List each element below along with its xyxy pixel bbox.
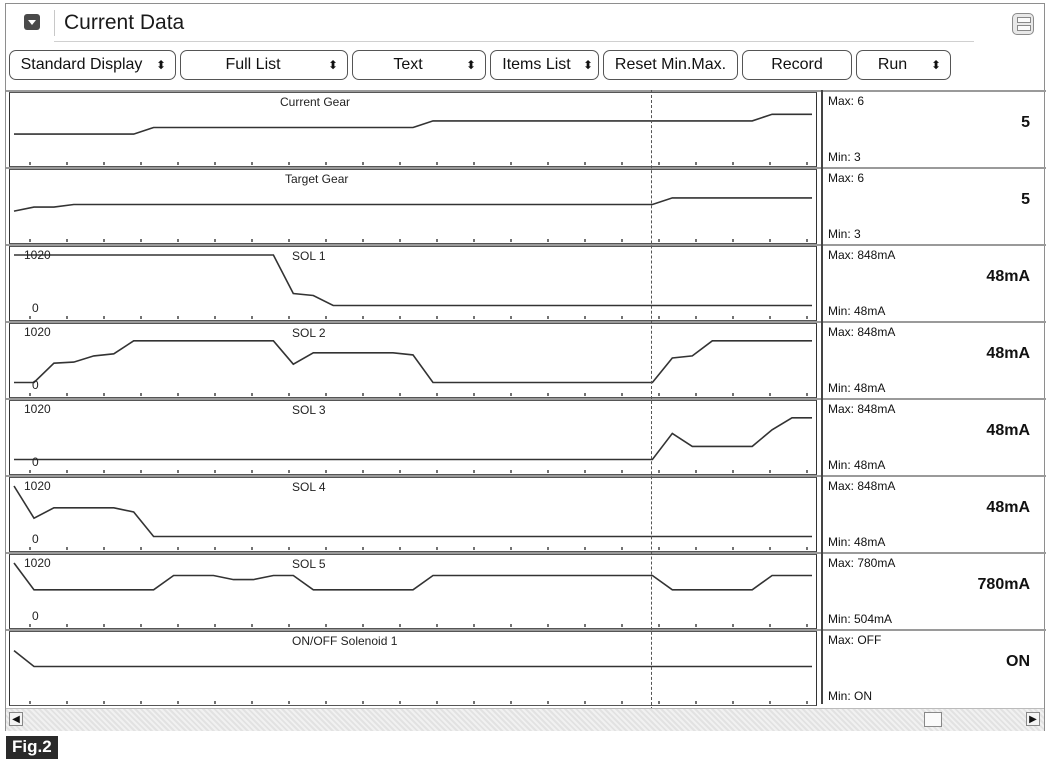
updown-arrow-icon: ⬍ bbox=[155, 58, 167, 72]
graph-info bbox=[821, 477, 1046, 552]
graph-panels bbox=[6, 90, 1046, 704]
graph-svg bbox=[10, 247, 818, 322]
max-value: Max: 848mA bbox=[828, 402, 896, 416]
current-value: ON bbox=[1006, 653, 1030, 670]
title-bar bbox=[6, 4, 1044, 42]
reset-minmax-label: Reset Min.Max. bbox=[614, 56, 727, 73]
min-value: Min: 48mA bbox=[828, 535, 886, 549]
graph-svg bbox=[10, 401, 818, 476]
graph-info-divider bbox=[821, 90, 823, 704]
title-separator bbox=[54, 10, 55, 36]
current-value: 5 bbox=[1021, 114, 1030, 131]
graph-info bbox=[821, 554, 1046, 629]
graph-title: SOL 4 bbox=[292, 480, 326, 494]
current-value: 48mA bbox=[986, 422, 1030, 439]
current-value: 48mA bbox=[986, 499, 1030, 516]
graph-info bbox=[821, 92, 1046, 167]
series-line bbox=[14, 114, 812, 134]
min-value: Min: 504mA bbox=[828, 612, 893, 626]
graph-svg bbox=[10, 478, 818, 553]
graph-panel[interactable] bbox=[6, 398, 1046, 475]
max-value: Max: 848mA bbox=[828, 479, 896, 493]
graph-panel[interactable] bbox=[6, 244, 1046, 321]
max-value: Max: 6 bbox=[828, 171, 865, 185]
current-value: 780mA bbox=[977, 576, 1030, 593]
y-max-label: 1020 bbox=[24, 556, 51, 570]
graph-plot bbox=[9, 631, 817, 706]
full-list-select[interactable] bbox=[180, 50, 348, 80]
scroll-right-arrow-icon[interactable]: ▶ bbox=[1026, 712, 1040, 726]
current-data-window bbox=[5, 3, 1045, 731]
y-min-label: 0 bbox=[32, 532, 39, 546]
min-value: Min: 3 bbox=[828, 227, 861, 241]
graph-title: SOL 5 bbox=[292, 557, 326, 571]
horizontal-scrollbar[interactable] bbox=[6, 708, 1044, 731]
graph-panel[interactable] bbox=[6, 90, 1046, 167]
graph-plot bbox=[9, 92, 817, 167]
window-title: Current Data bbox=[64, 11, 185, 34]
run-select[interactable] bbox=[856, 50, 951, 80]
graph-title: SOL 3 bbox=[292, 403, 326, 417]
graph-svg bbox=[10, 324, 818, 399]
graph-info bbox=[821, 323, 1046, 398]
graph-title: Current Gear bbox=[280, 95, 351, 109]
reset-minmax-button[interactable] bbox=[603, 50, 738, 80]
graph-panel[interactable] bbox=[6, 167, 1046, 244]
graph-svg bbox=[10, 632, 818, 707]
max-value: Max: 6 bbox=[828, 94, 865, 108]
series-line bbox=[14, 255, 812, 306]
graph-title: SOL 1 bbox=[292, 249, 326, 263]
y-min-label: 0 bbox=[32, 378, 39, 392]
min-value: Min: ON bbox=[828, 689, 873, 703]
record-button[interactable] bbox=[742, 50, 852, 80]
graph-title: Target Gear bbox=[285, 172, 349, 186]
y-min-label: 0 bbox=[32, 301, 39, 315]
figure-label: Fig.2 bbox=[6, 736, 58, 759]
time-marker-line[interactable] bbox=[651, 90, 652, 715]
toolbar bbox=[6, 50, 1044, 82]
max-value: Max: 848mA bbox=[828, 248, 896, 262]
text-label: Text bbox=[393, 56, 423, 73]
updown-arrow-icon: ⬍ bbox=[582, 58, 594, 72]
graph-svg bbox=[10, 93, 818, 168]
graph-plot bbox=[9, 400, 817, 475]
full-list-label: Full List bbox=[225, 56, 281, 73]
min-value: Min: 3 bbox=[828, 150, 861, 164]
max-value: Max: OFF bbox=[828, 633, 882, 647]
current-value: 48mA bbox=[986, 268, 1030, 285]
series-line bbox=[14, 563, 812, 590]
record-label: Record bbox=[771, 56, 823, 73]
run-label: Run bbox=[877, 56, 908, 73]
graph-panel[interactable] bbox=[6, 552, 1046, 629]
graph-panel[interactable] bbox=[6, 321, 1046, 398]
series-line bbox=[14, 341, 812, 383]
max-value: Max: 780mA bbox=[828, 556, 896, 570]
graph-plot bbox=[9, 477, 817, 552]
min-value: Min: 48mA bbox=[828, 381, 886, 395]
series-line bbox=[14, 418, 812, 460]
series-line bbox=[14, 198, 812, 211]
graph-svg bbox=[10, 555, 818, 630]
collapse-icon[interactable] bbox=[24, 14, 40, 30]
graph-info bbox=[821, 246, 1046, 321]
y-max-label: 1020 bbox=[24, 479, 51, 493]
series-line bbox=[14, 486, 812, 537]
graph-svg bbox=[10, 170, 818, 245]
updown-arrow-icon: ⬍ bbox=[327, 58, 339, 72]
title-underline bbox=[54, 41, 974, 42]
current-value: 48mA bbox=[986, 345, 1030, 362]
graph-info bbox=[821, 400, 1046, 475]
graph-plot bbox=[9, 246, 817, 321]
y-min-label: 0 bbox=[32, 455, 39, 469]
graph-info bbox=[821, 169, 1046, 244]
graph-panel[interactable] bbox=[6, 629, 1046, 706]
scroll-thumb[interactable] bbox=[924, 712, 942, 727]
standard-display-label: Standard Display bbox=[20, 56, 143, 73]
standard-display-select[interactable] bbox=[9, 50, 176, 80]
graph-plot bbox=[9, 554, 817, 629]
graph-panel[interactable] bbox=[6, 475, 1046, 552]
min-value: Min: 48mA bbox=[828, 458, 886, 472]
graph-plot bbox=[9, 169, 817, 244]
y-max-label: 1020 bbox=[24, 325, 51, 339]
items-list-label: Items List bbox=[502, 56, 571, 73]
items-list-select[interactable] bbox=[490, 50, 599, 80]
y-max-label: 1020 bbox=[24, 248, 51, 262]
updown-arrow-icon: ⬍ bbox=[930, 58, 942, 72]
scroll-left-arrow-icon[interactable]: ◀ bbox=[9, 712, 23, 726]
current-value: 5 bbox=[1021, 191, 1030, 208]
y-min-label: 0 bbox=[32, 609, 39, 623]
layout-toggle-icon[interactable] bbox=[1012, 13, 1034, 35]
min-value: Min: 48mA bbox=[828, 304, 886, 318]
graph-info bbox=[821, 631, 1046, 706]
updown-arrow-icon: ⬍ bbox=[465, 58, 477, 72]
y-max-label: 1020 bbox=[24, 402, 51, 416]
graph-title: ON/OFF Solenoid 1 bbox=[292, 634, 398, 648]
text-select[interactable] bbox=[352, 50, 486, 80]
graph-plot bbox=[9, 323, 817, 398]
series-line bbox=[14, 651, 812, 667]
graph-title: SOL 2 bbox=[292, 326, 326, 340]
max-value: Max: 848mA bbox=[828, 325, 896, 339]
